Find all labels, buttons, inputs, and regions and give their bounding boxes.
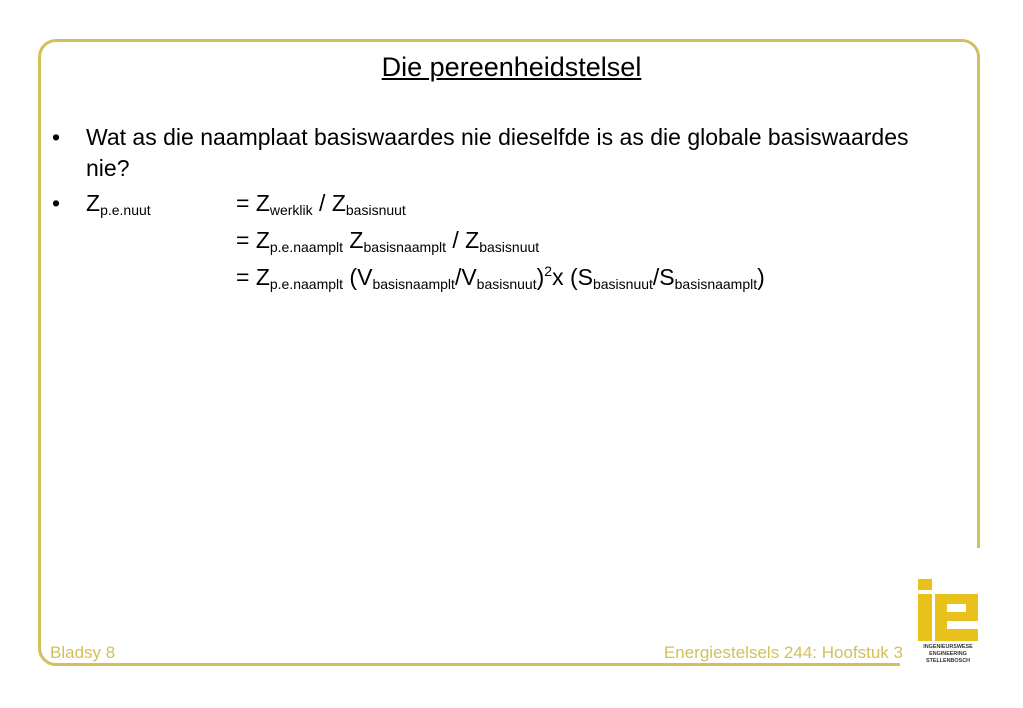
slide-content	[52, 122, 912, 299]
logo-text-line3: STELLENBOSCH	[925, 658, 971, 664]
logo-text-line1: INGENIEURSWESE	[923, 644, 973, 650]
equation-rhs-2: = $Z_{p.e.naamplt}$ $Z_{basisnaamplt} / Z_{basisnuut}$	[236, 227, 540, 255]
bullet-text: Wat as die naamplaat basiswaardes nie dieselfde is as die globale basiswaardes nie?	[86, 124, 909, 181]
slide-title: Die pereenheidstelsel	[381, 52, 642, 82]
ie-logo-icon	[916, 577, 980, 665]
page-number: Bladsy 8	[50, 643, 116, 662]
bullet-item-question	[52, 122, 912, 184]
equation-line-3	[52, 262, 912, 299]
logo-text-line2: ENGINEERING	[929, 651, 967, 657]
course-footer: Energiestelsels 244: Hoofstuk 3	[663, 643, 903, 662]
equation-rhs-3: = $Z_{p.e.naamplt}$ $(V_{basisnaamplt}/V_{basisnuut})^2x$ $(S_{basisnuut}/S_{basisnaamplt})$	[236, 263, 765, 292]
equation-line-2	[52, 225, 912, 262]
equation-lhs: $Z_{p.e.nuut}$	[86, 190, 151, 218]
bullet-icon: •	[52, 190, 61, 216]
equation-line-1	[52, 188, 912, 225]
equation-rhs-1: = $Z_{werklik} / Z_{basisnuut}$	[236, 190, 406, 218]
bullet-icon: •	[52, 124, 61, 150]
